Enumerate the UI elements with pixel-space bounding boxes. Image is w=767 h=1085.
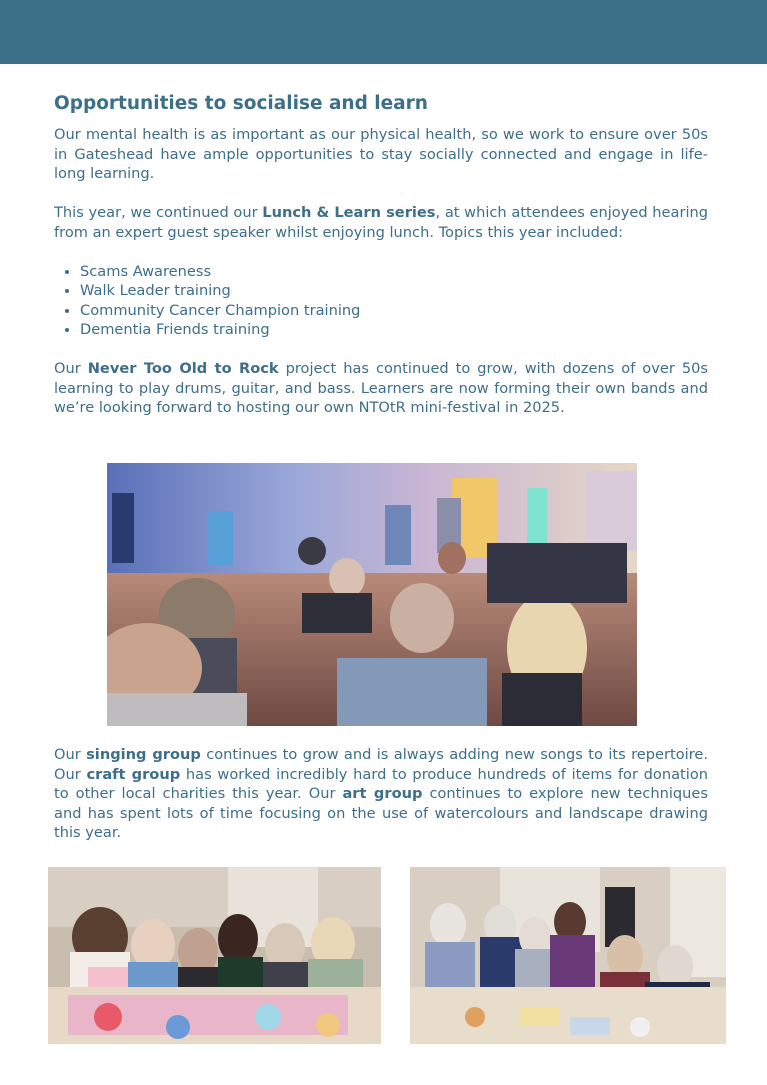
art-group-photo (410, 867, 726, 1044)
list-item: • Dementia Friends training (80, 320, 708, 340)
header-band (0, 0, 767, 64)
band-performance-photo (107, 463, 637, 726)
list-item: • Community Cancer Champion training (80, 301, 708, 321)
topics-list (54, 262, 708, 340)
groups-paragraph: Our singing group continues to grow and is always adding new songs to its repertoire. Our craft group has worked incredibly hard to produce hundreds of items for donation to other local charities this year. Our art group continues to explore new techniques and has spent lots of time focusing on the use of watercolours and landscape drawing this year. (54, 746, 708, 841)
list-item: • Walk Leader training (80, 281, 708, 301)
lunch-learn-highlight: Lunch & Learn series (262, 204, 436, 221)
singing-group-highlight: singing group (86, 746, 201, 763)
list-item: • Scams Awareness (80, 262, 708, 282)
craft-group-highlight: craft group (86, 765, 181, 783)
section-title: Opportunities to socialise and learn (54, 93, 428, 114)
art-group-highlight: art group (342, 785, 423, 802)
rock-project-highlight: Never Too Old to Rock (87, 360, 279, 377)
groups-section (54, 745, 708, 843)
page-content (54, 92, 708, 418)
lunch-learn-paragraph: This year, we continued our Lunch & Learn series, at which attendees enjoyed hearing from an expert guest speaker whilst enjoying lunch. Topics this year included: (54, 204, 709, 241)
intro-paragraph: Our mental health is as important as our physical health, so we work to ensure over 50s in Gateshead have ample opportunities to stay socially connected and engage in life-long learning. (54, 126, 708, 182)
rock-project-paragraph: Our Never Too Old to Rock project has continued to grow, with dozens of over 50s learning to play drums, guitar, and bass. Learners are now forming their own bands and we’re looking forward to hosting our own NTOtR mini-festival in 2025. (54, 360, 708, 416)
craft-group-photo (48, 867, 381, 1044)
